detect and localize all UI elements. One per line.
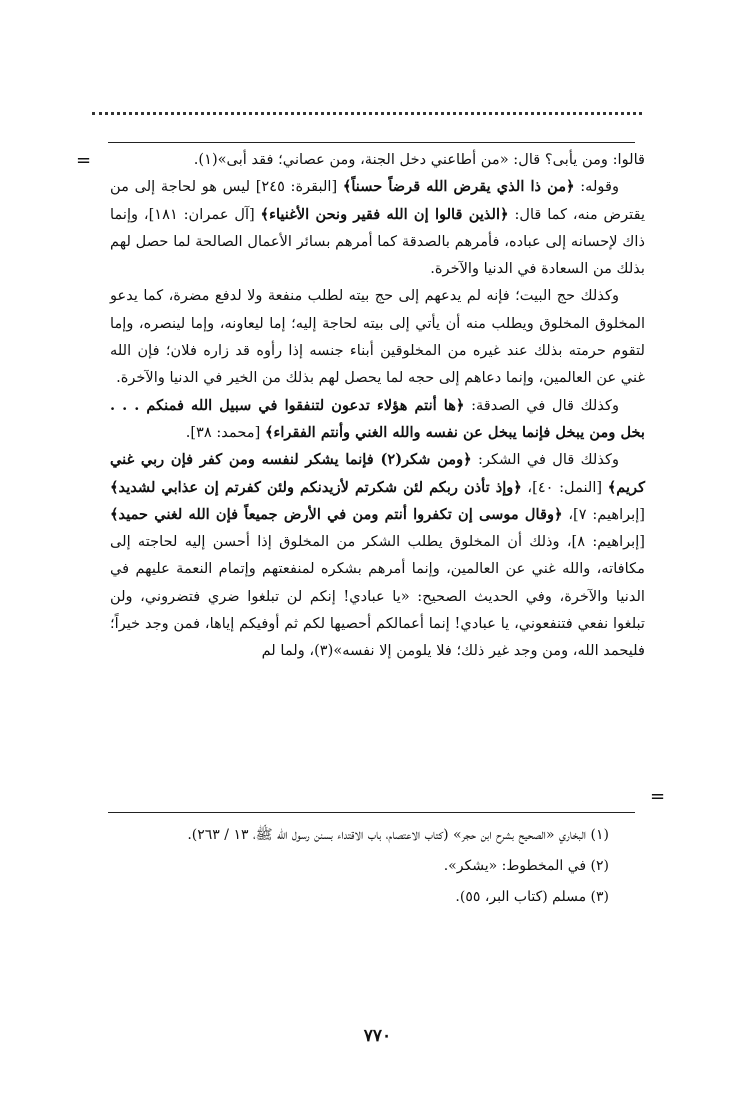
text-run: وقوله:: [574, 178, 619, 196]
footnotes: [110, 820, 635, 913]
text-run: وكذلك حج البيت؛ فإنه لم يدعهم إلى حج بيته لطلب منفعة ولا لدفع مضرة، كما يدعو المخلوق المخلوق ويطلب منه أن يأتي إلى بيته لحاجة إليه؛ إما ليعاونه، وإما لينصره، وإما لتقوم حرمته بذلك عند غيره من المخلوقين أبناء جنسه إذا رأوه قد زاره فلان؛ فإن الله غني عن العالمين، وإنما دعاهم إلى حجه لما يحصل لهم بذلك من الخير في الدنيا والآخرة.: [110, 287, 645, 387]
quran-verse: ﴿الذين قالوا إن الله فقير ونحن الأغنياء﴾: [260, 205, 509, 223]
paragraph: [110, 146, 645, 173]
page-number: ٧٧٠: [363, 1026, 392, 1046]
footnote: (٣) مسلم (كتاب البر، ٥٥).: [455, 889, 609, 905]
paragraph: [110, 282, 645, 391]
top-separator-rule: [108, 142, 635, 143]
text-run: وكذلك قال في الصدقة:: [464, 396, 619, 414]
text-run: [إبراهيم: ٨]، وذلك أن المخلوق يطلب الشكر من المخلوق إذا أحسن إليه لحاجته إلى مكافاته، والله غني عن العالمين، وإنما أمرهم بشكره لمنفعتهم وإتمام النعمة عليهم في الدنيا والآخرة، وفي الحديث الصحيح: «يا عبادي! إنكم لن تبلغوا ضري فتضروني، ولن تبلغوا نفعي فتنفعوني، يا عبادي! إنما أعمالكم أحصيها لكم ثم أوفيكم إياها، فمن وجد خيراً؛ فليحمد الله، ومن وجد غير ذلك؛ فلا يلومن إلا نفسه»(٣)، ولما لم: [110, 533, 645, 660]
text-run: [النمل: ٤٠]،: [521, 478, 608, 496]
footnote-separator-rule: [108, 812, 635, 813]
continuation-mark-top: =: [76, 150, 92, 171]
header-dotted-line: [92, 112, 642, 127]
quran-verse: ﴿وإذ تأذن ربكم لئن شكرتم لأزيدنكم ولئن كفرتم إن عذابي لشديد﴾: [110, 478, 522, 496]
text-run: [محمد: ٣٨].: [185, 423, 265, 441]
quran-verse: ﴿وقال موسى إن تكفروا أنتم ومن في الأرض جميعاً فإن الله لغني حميد﴾: [110, 505, 563, 523]
paragraph: [110, 173, 645, 282]
paragraph: [110, 446, 645, 664]
text-run: [آل عمران: ١٨١]، وإنما ذاك لإحسانه إلى عباده، فأمرهم بالصدقة كما أمرهم بسائر الأعمال الصالحة لما حصل لهم بذلك من السعادة في الدنيا والآخرة.: [110, 205, 645, 278]
quran-verse: ﴿ومن شكر(٢) فإنما يشكر لنفسه ومن كفر فإن ربي غني كريم﴾: [110, 451, 646, 496]
quran-verse: ﴿ها أنتم هؤلاء تدعون لتنفقوا في سبيل الله فمنكم . . . بخل ومن يبخل فإنما يبخل عن نفسه والله الغني وأنتم الفقراء﴾: [110, 396, 645, 441]
text-run: وكذلك قال في الشكر:: [471, 451, 620, 469]
quran-verse: ﴿من ذا الذي يقرض الله قرضاً حسناً﴾: [342, 178, 575, 196]
main-text: [110, 146, 645, 665]
text-run: [إبراهيم: ٧]،: [562, 505, 645, 523]
text-run: [البقرة: ٢٤٥] ليس هو لحاجة إلى من يقترض منه، كما قال:: [110, 178, 646, 223]
continuation-mark-bottom: =: [650, 786, 666, 807]
footnote: (١) البخاري «الصحيح بشرح ابن حجر» (كتاب الاعتصام، باب الاقتداء بسنن رسول الله ﷺ، ١٣ / ٢٦٣).: [187, 827, 609, 843]
footnote: (٢) في المخطوط: «يشكر».: [443, 858, 609, 874]
paragraph: [110, 392, 645, 447]
text-run: قالوا: ومن يأبى؟ قال: «من أطاعني دخل الجنة، ومن عصاني؛ فقد أبى»(١).: [193, 151, 645, 168]
